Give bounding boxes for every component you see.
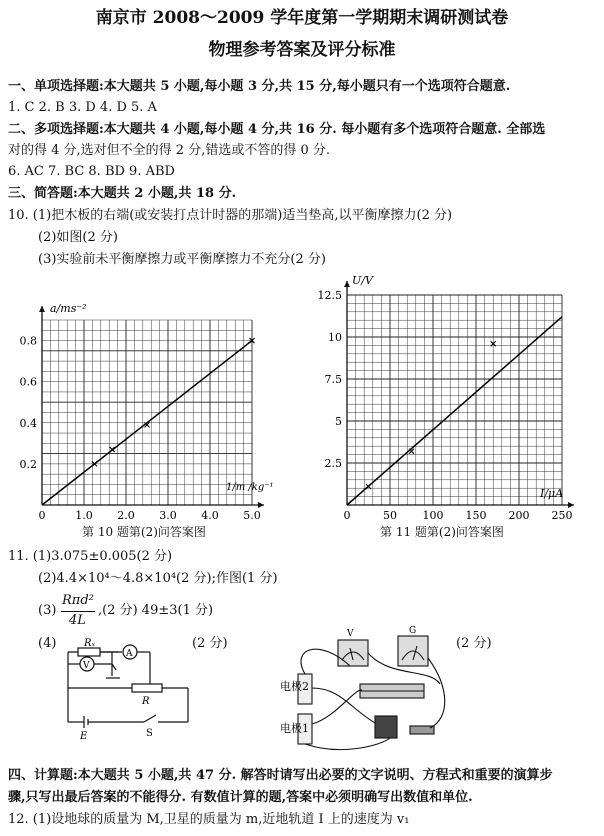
y-tick-label: 5 bbox=[335, 415, 342, 428]
x-tick-label: 5.0 bbox=[243, 509, 261, 522]
chart-acceleration-vs-inverse-mass bbox=[0, 290, 290, 522]
apparatus-drawing bbox=[280, 628, 460, 758]
x-axis-arrow bbox=[568, 502, 574, 508]
x-tick-label: 250 bbox=[551, 509, 573, 522]
q11-part4-label: (4) bbox=[38, 636, 57, 651]
x-tick-label: 50 bbox=[383, 509, 397, 522]
chart-voltage-vs-current bbox=[300, 270, 600, 522]
q11-part4-score-right: (2 分) bbox=[456, 636, 492, 651]
x-axis-label: I/μA bbox=[540, 487, 564, 500]
q11-part4-score-left: (2 分) bbox=[192, 636, 228, 651]
x-tick-label: 3.0 bbox=[159, 509, 177, 522]
y-tick-label: 2.5 bbox=[324, 457, 342, 470]
q11-part3-score: ,(2 分) 49±3(1 分) bbox=[98, 603, 214, 618]
q11-part3-label: (3) bbox=[38, 603, 57, 618]
y-tick-label: 10 bbox=[328, 331, 342, 344]
label-apparatus-galvanometer: G bbox=[409, 626, 417, 636]
x-tick-label: 0 bbox=[38, 509, 46, 522]
q11-part2: (2)4.4×10⁴～4.8×10⁴(2 分);作图(1 分) bbox=[38, 571, 278, 586]
y-axis-arrow bbox=[39, 306, 45, 312]
x-axis-arrow bbox=[258, 502, 264, 508]
section2-answers: 6. AC 7. BC 8. BD 9. ABD bbox=[8, 164, 175, 179]
label-electrode1: 电极1 bbox=[280, 722, 309, 735]
section1-answers: 1. C 2. B 3. D 4. D 5. A bbox=[8, 100, 157, 115]
q10-part1: 10. (1)把木板的右端(或安装打点计时器的那端)适当垫高,以平衡摩擦力(2 分) bbox=[8, 208, 453, 223]
x-tick-label: 200 bbox=[508, 509, 530, 522]
section1-heading: 一、单项选择题:本大题共 5 小题,每小题 3 分,共 15 分,每小题只有一个选项符合题意. bbox=[8, 79, 511, 94]
q12-text: 12. (1)设地球的质量为 M,卫星的质量为 m,近地轨道 Ⅰ 上的速度为 v₁ bbox=[8, 812, 410, 827]
section2-heading-line1: 二、多项选择题:本大题共 4 小题,每小题 4 分,共 16 分. 每小题有多个选项符合题意. 全部选 bbox=[8, 122, 546, 137]
chart1-caption: 第 10 题第(2)问答案图 bbox=[82, 525, 206, 539]
label-switch: S bbox=[146, 728, 153, 739]
label-ammeter: A bbox=[126, 649, 133, 659]
x-tick-label: 2.0 bbox=[117, 509, 135, 522]
y-axis-arrow bbox=[344, 281, 350, 287]
x-tick-label: 100 bbox=[422, 509, 444, 522]
x-tick-label: 0 bbox=[343, 509, 351, 522]
q11-part1: 11. (1)3.075±0.005(2 分) bbox=[8, 549, 173, 564]
circuit-diagram bbox=[40, 640, 200, 740]
x-tick-label: 1.0 bbox=[75, 509, 93, 522]
q11-fraction-numerator: Rπd² bbox=[62, 593, 94, 608]
chart2-caption: 第 11 题第(2)问答案图 bbox=[380, 525, 504, 539]
fit-line bbox=[347, 317, 562, 505]
x-tick-label: 4.0 bbox=[201, 509, 219, 522]
label-apparatus-voltmeter: V bbox=[347, 629, 354, 639]
x-tick-label: 150 bbox=[465, 509, 487, 522]
label-voltmeter: V bbox=[83, 661, 90, 671]
label-electrode2: 电极2 bbox=[280, 680, 309, 693]
y-tick-label: 0.4 bbox=[19, 416, 37, 430]
section2-heading-line2: 对的得 4 分,选对但不全的得 2 分,错选或不答的得 0 分. bbox=[8, 143, 331, 158]
x-axis-label: 1/m /kg⁻¹ bbox=[226, 482, 274, 493]
q11-fraction-denominator: 4L bbox=[69, 613, 86, 628]
y-tick-label: 12.5 bbox=[317, 289, 342, 302]
label-rheostat: R bbox=[142, 696, 150, 707]
section3-heading: 三、简答题:本大题共 2 小题,共 18 分. bbox=[8, 186, 237, 201]
q10-part2: (2)如图(2 分) bbox=[38, 230, 118, 245]
y-tick-label: 7.5 bbox=[324, 373, 342, 386]
page-title: 南京市 2008～2009 学年度第一学期期末调研测试卷 bbox=[95, 8, 509, 28]
y-tick-label: 0.6 bbox=[19, 375, 37, 389]
y-axis-label: a/ms⁻² bbox=[50, 302, 87, 315]
y-tick-label: 0.8 bbox=[19, 334, 37, 348]
y-tick-label: 0.2 bbox=[19, 457, 37, 471]
label-battery: E bbox=[80, 731, 88, 742]
q10-part3: (3)实验前未平衡摩擦力或平衡摩擦力不充分(2 分) bbox=[38, 252, 326, 267]
y-axis-label: U/V bbox=[352, 274, 373, 287]
section4-heading-line1: 四、计算题:本大题共 5 小题,共 47 分. 解答时请写出必要的文字说明、方程式和重要的演算步 bbox=[8, 768, 553, 783]
q11-fraction-bar bbox=[61, 611, 95, 612]
section4-heading-line2: 骤,只写出最后答案的不能得分. 有数值计算的题,答案中必须明确写出数值和单位. bbox=[8, 790, 473, 805]
label-rx: Rₓ bbox=[84, 638, 96, 649]
page-subtitle: 物理参考答案及评分标准 bbox=[208, 40, 396, 60]
